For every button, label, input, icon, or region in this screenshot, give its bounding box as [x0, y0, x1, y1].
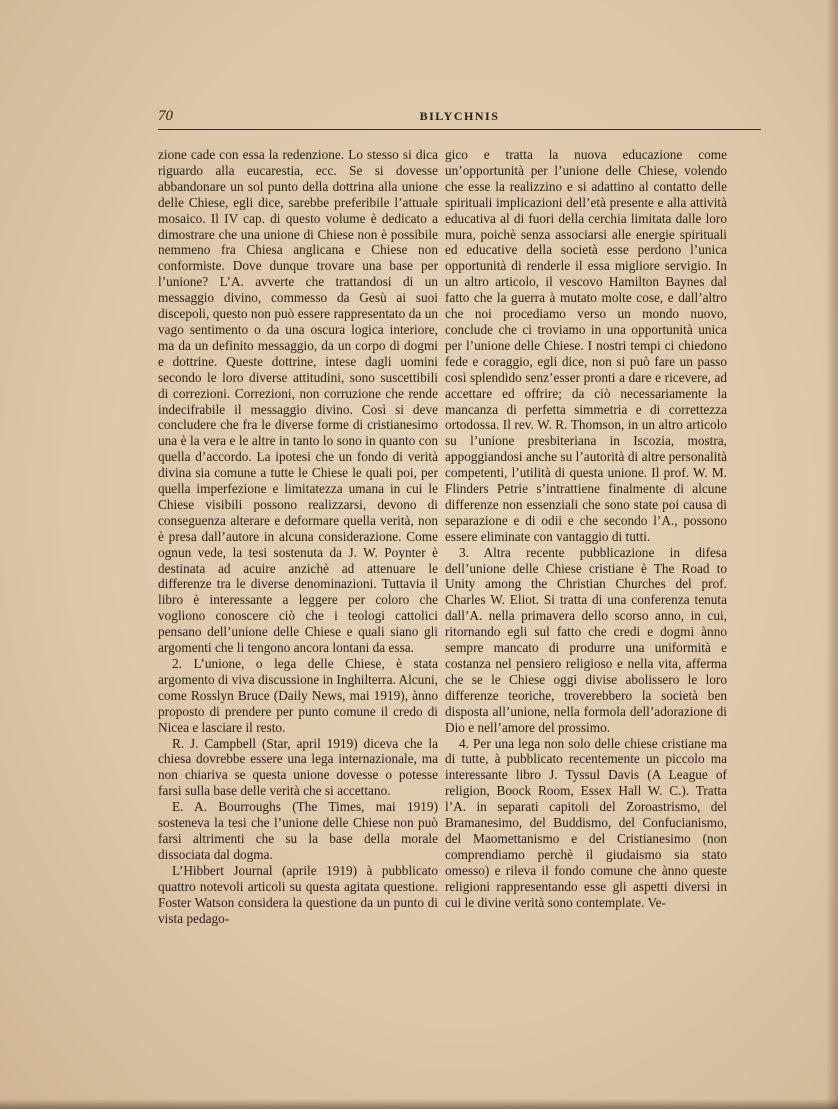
paragraph: gico e tratta la nuova educazione come un’opportunità per l’unione delle Chiese, volendo che esse la realizzino e si adattino al contatto delle spirituali implicazioni dell’età presente e alla attività educativa al di fuori della cerchia limitata dalle loro mura, poichè senza associarsi alle energie spirituali ed educative della società esse perdono l’unica opportunità di renderle il essa migliore servigio. In un altro articolo, il vescovo Hamilton Baynes dal fatto che la guerra à mutato molte cose, e dall’altro che noi procediamo verso un mondo nuovo, conclude che ci troviamo in una opportunità unica per l’unione delle Chiese. I nostri tempi ci chiedono fede e coraggio, egli dice, non si può fare un passo così splendido senz’esser pronti a dare e ricevere, ad accettare ed offrire; da ciò necessariamente la mancanza di perfetta simmetria e di correttezza ortodossa. Il rev. W. R. Thomson, in un altro articolo su l’unione presbiteriana in Iscozia, mostra, appoggiandosi anche su l’autorità di altre personalità competenti, l’utilità di questa unione. Il prof. W. M. Flinders Petrie s’intrattiene finalmente di alcune differenze non essenziali che sono state poi causa di separazione e di odii e che secondo l’A., possono essere eliminate con vantaggio di tutti.	[445, 147, 727, 544]
paragraph: 2. L’unione, o lega delle Chiese, è stata argomento di viva discussione in Inghilterra. Alcuni, come Rosslyn Bruce (Daily News, mai 1919), ànno proposto di prendere per punto comune il credo di Nicea e lasciare il resto.	[158, 656, 438, 735]
right-column	[445, 147, 727, 911]
paragraph: L’Hibbert Journal (aprile 1919) à pubblicato quattro notevoli articoli su questa agitata questione. Foster Watson considera la questione da un punto di vista pedago-	[158, 862, 438, 926]
page-header	[158, 108, 761, 130]
page-bottom-shadow	[0, 1099, 838, 1109]
paragraph: 3. Altra recente pubblicazione in difesa dell’unione delle Chiese cristiane è The Road to Unity among the Christian Churches del prof. Charles W. Eliot. Si tratta di una conferenza tenuta dall’A. nella primavera dello scorso anno, in cui, ritornando egli sul fatto che credi e dogmi ànno sempre mancato di produrre una uniformità e costanza nel pensiero religioso e nella vita, afferma che se le Chiese oggi divise abolissero le loro differenze teoriche, troverebbero la società ben disposta all’unione, nella formola dell’adorazione di Dio e nell’amore del prossimo.	[445, 544, 727, 735]
left-column	[158, 147, 438, 926]
paragraph: zione cade con essa la redenzione. Lo stesso si dica riguardo alla eucarestia, ecc. Se si dovesse abbandonare un sol punto della dottrina alla unione delle Chiese, egli dice, sarebbe preferibile l’attuale mosaico. Il IV cap. di questo volume è dedicato a dimostrare che una unione di Chiese non è possibile nemmeno fra Chiesa anglicana e Chiese non conformiste. Dove dunque trovare una base per l’unione? L’A. avverte che trattandosi di un messaggio divino, commesso da Gesù ai suoi discepoli, questo non può essere rappresentato da un vago sentimento o da una oscura logica interiore, ma da un definito messaggio, da un corpo di dogmi e dottrine. Queste dottrine, intese dagli uomini secondo le loro diverse attitudini, sono suscettibili di correzioni. Correzioni, non corruzione che rende indecifrabile il messaggio divino. Così si deve concludere che fra le diverse forme di cristianesimo una è la vera e le altre in tanto lo sono in quanto con quella d’accordo. La ipotesi che un fondo di verità divina sia comune a tutte le Chiese le quali poi, per quella imperfezione e limitatezza umana in cui le Chiese visibili possono realizzarsi, devono di conseguenza alterare e deformare quella verità, non è presa dall’autore in alcuna considerazione. Come ognun vede, la tesi sostenuta da J. W. Poynter è destinata ad acuire anzichè ad attenuare le differenze tra le diverse denominazioni. Tuttavia il libro è interessante a leggere per coloro che vogliono conoscere ciò che i teologi cattolici pensano dell’unione delle Chiese e quali siano gli argomenti che li tengono ancora lontani da essa.	[158, 147, 438, 656]
page-number: 70	[158, 108, 173, 124]
paragraph: R. J. Campbell (Star, april 1919) diceva che la chiesa dovrebbe essere una lega internazionale, ma non chiariva se questa unione dovesse o potesse farsi sulla base delle verità che si accettano.	[158, 735, 438, 799]
header-rule	[158, 129, 761, 130]
paragraph: 4. Per una lega non solo delle chiese cristiane ma di tutte, à pubblicato recentemente un piccolo ma interessante libro J. Tyssul Davis (A League of religion, Boock Room, Essex Hall W. C.). Tratta l’A. in separati capitoli del Zoroastrismo, del Bramanesimo, del Buddismo, del Confucianismo, del Maomettanismo e del Cristianesimo (non comprendiamo perchè il giudaismo sia stato omesso) e rileva il fondo comune che ànno queste religioni rappresentando esse gli aspetti diversi in cui le divine verità sono contemplate. Ve-	[445, 735, 727, 910]
paragraph: E. A. Bourroughs (The Times, mai 1919) sosteneva la tesi che l’unione delle Chiese non può farsi altrimenti che su la base della morale dissociata dal dogma.	[158, 799, 438, 862]
running-title: BILYCHNIS	[419, 109, 500, 123]
page-edge-shadow	[826, 0, 838, 1109]
